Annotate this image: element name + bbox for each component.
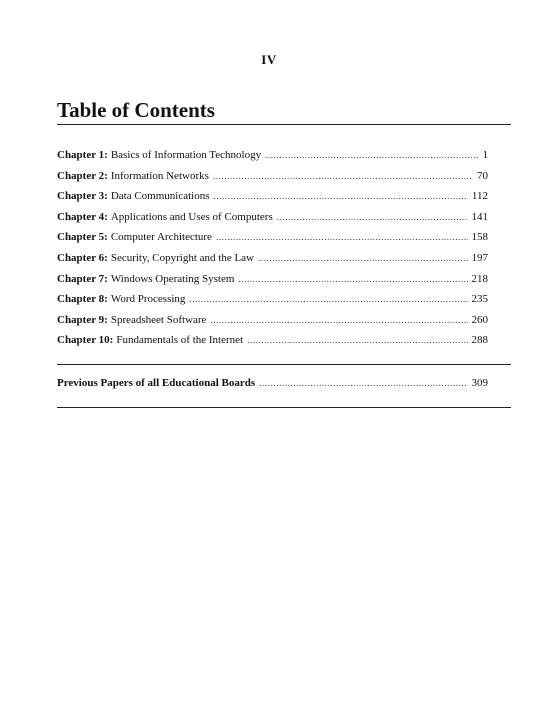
page-ref: 197 (471, 251, 488, 264)
chapter-title: Applications and Uses of Computers (110, 210, 273, 223)
toc-entry-chapter-7 (57, 273, 488, 294)
chapter-title: Security, Copyright and the Law (110, 251, 254, 264)
dot-leader (259, 378, 467, 388)
chapter-label: Chapter 9: (57, 313, 108, 326)
page-ref: 235 (471, 293, 488, 306)
page-ref: 112 (471, 190, 488, 203)
page-ref: 1 (482, 149, 488, 161)
chapter-title: Spreadsheet Software (110, 313, 207, 326)
page-ref: 218 (471, 272, 488, 285)
chapter-label: Chapter 6: (57, 251, 108, 264)
dot-leader (258, 253, 468, 263)
section-divider (57, 364, 511, 365)
dot-leader (277, 212, 468, 222)
chapter-label: Chapter 8: (57, 293, 108, 306)
dot-leader (214, 191, 468, 201)
toc-entry-chapter-5 (57, 231, 488, 252)
dot-leader (189, 294, 467, 304)
chapter-title: Computer Architecture (110, 231, 212, 244)
chapter-label: Chapter 3: (57, 190, 108, 203)
chapter-title: Information Networks (110, 169, 209, 182)
chapter-title: Fundamentals of the Internet (116, 334, 244, 347)
page-ref: 141 (471, 210, 488, 223)
chapter-title: Word Processing (110, 293, 186, 306)
page-ref: 70 (477, 169, 488, 182)
page-number: IV (261, 52, 277, 67)
appendix-title: Previous Papers of all Educational Boards (57, 377, 256, 389)
toc-entry-chapter-8 (57, 293, 488, 314)
page-title: Table of Contents (57, 98, 215, 122)
toc-entry-previous-papers (57, 377, 488, 398)
chapter-list (57, 149, 488, 355)
dot-leader (216, 232, 468, 242)
chapter-label: Chapter 5: (57, 231, 108, 244)
chapter-label: Chapter 2: (57, 169, 108, 182)
dot-leader (247, 335, 467, 345)
toc-entry-chapter-4 (57, 211, 488, 232)
toc-entry-chapter-2 (57, 170, 488, 191)
page-ref: 260 (471, 313, 488, 326)
toc-entry-chapter-10 (57, 334, 488, 355)
toc-entry-chapter-9 (57, 314, 488, 335)
chapter-label: Chapter 4: (57, 210, 108, 223)
toc-entry-chapter-1 (57, 149, 488, 170)
page-ref: 309 (471, 377, 488, 389)
toc-entry-chapter-3 (57, 190, 488, 211)
chapter-title: Windows Operating System (110, 272, 235, 285)
chapter-label: Chapter 10: (57, 334, 114, 347)
bottom-divider (57, 407, 511, 408)
title-divider (57, 124, 511, 125)
dot-leader (213, 171, 473, 181)
dot-leader (265, 150, 478, 160)
toc-entry-chapter-6 (57, 252, 488, 273)
dot-leader (210, 315, 467, 325)
chapter-label: Chapter 1: (57, 149, 108, 161)
chapter-title: Data Communications (110, 190, 210, 203)
chapter-title: Basics of Information Technology (110, 149, 262, 161)
chapter-label: Chapter 7: (57, 272, 108, 285)
page-ref: 288 (471, 334, 488, 347)
dot-leader (238, 274, 467, 284)
page-ref: 158 (471, 231, 488, 244)
appendix-list (57, 377, 488, 398)
